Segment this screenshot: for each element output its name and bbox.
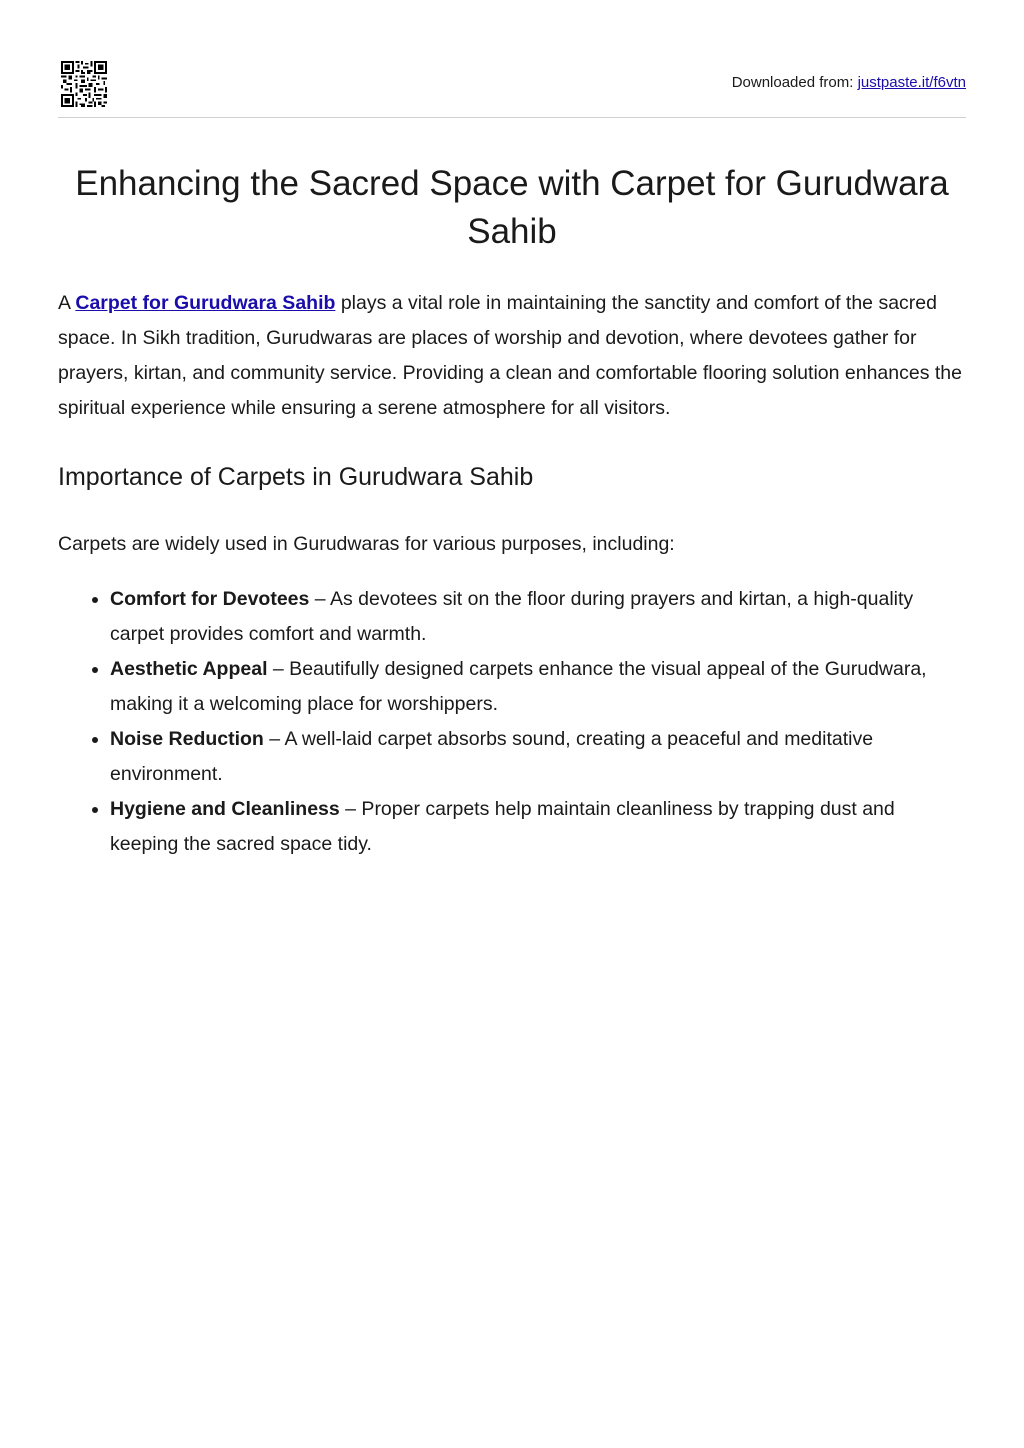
list-item [110,792,966,862]
article-title: Enhancing the Sacred Space with Carpet for Gurudwara Sahib [75,164,949,251]
page [58,0,966,862]
list-item-text: – Proper carpets help maintain cleanliness by trapping dust and keeping the sacred space tidy. [110,798,895,855]
source-line [732,74,966,91]
list-item-text: – Beautifully designed carpets enhance the visual appeal of the Gurudwara, making it a welcoming place for worshippers. [110,658,927,715]
list-item [110,722,966,792]
list-item [110,652,966,722]
section-lead: Carpets are widely used in Gurudwaras for various purposes, including: [58,533,675,555]
benefits-list [58,582,966,862]
section-heading: Importance of Carpets in Gurudwara Sahib [58,463,534,491]
list-item-term: Hygiene and Cleanliness [110,798,340,820]
qr-code-icon [61,61,107,107]
list-item-term: Aesthetic Appeal [110,658,268,680]
source-prefix: Downloaded from: [731,74,854,91]
carpet-link[interactable]: Carpet for Gurudwara Sahib [75,292,336,314]
list-item-term: Noise Reduction [110,728,264,750]
intro-text: plays a vital role in maintaining the sanctity and comfort of the sacred space. In Sikh tradition, Gurudwaras are places of worship and devotion, where devotees gather for prayers, kirtan, and community service. Providing a clean and comfortable flooring solution enhances the spiritual experience while ensuring a serene atmosphere for all visitors. [58,292,962,419]
source-link[interactable]: justpaste.it/f6vtn [857,74,966,91]
intro-lead-word: A [58,292,70,314]
list-item [110,582,966,652]
list-item-text: – A well-laid carpet absorbs sound, creating a peaceful and meditative environment. [110,728,874,785]
list-item-term: Comfort for Devotees [110,588,310,610]
page-header [58,0,966,118]
intro-paragraph [58,286,966,426]
list-item-text: – As devotees sit on the floor during prayers and kirtan, a high-quality carpet provides comfort and warmth. [110,588,914,645]
